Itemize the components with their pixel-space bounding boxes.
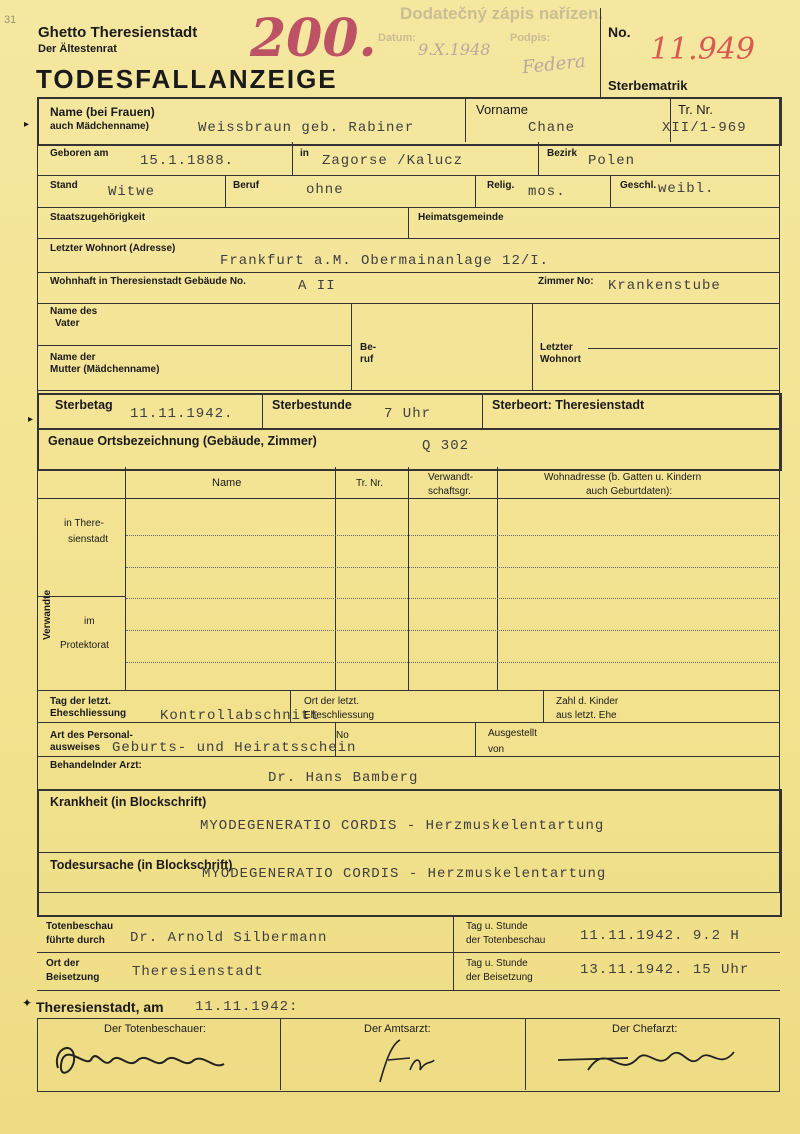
council-heading: Der Ältestenrat <box>38 43 117 55</box>
wohnort-value: Frankfurt a.M. Obermainanlage 12/I. <box>220 253 550 269</box>
margin-arrow-icon: ▸ <box>24 119 30 130</box>
beisetzung-tag-label: Tag u. Stunde <box>466 958 528 969</box>
staats-label: Staatszugehörigkeit <box>50 212 146 223</box>
ortsbezeichnung-label: Genaue Ortsbezeichnung (Gebäude, Zimmer) <box>48 434 317 448</box>
tag-ehe-label: Tag der letzt. <box>50 696 111 707</box>
im-label: im <box>84 616 95 627</box>
zimmer-label: Zimmer No: <box>538 276 594 287</box>
beisetzung-ort-label-2: Beisetzung <box>46 972 100 983</box>
divider <box>37 428 780 430</box>
rule-line <box>126 662 778 663</box>
divider <box>497 467 498 690</box>
col-wohnadresse-2: auch Geburtdaten): <box>586 486 673 497</box>
divider <box>408 207 409 238</box>
in-theresienstadt-label: in There- <box>64 518 104 529</box>
heimat-label: Heimatsgemeinde <box>418 212 504 223</box>
beschau-tag-label: Tag u. Stunde <box>466 921 528 932</box>
divider <box>37 238 780 239</box>
ausgestellt-label: Ausgestellt <box>488 728 537 739</box>
divider <box>37 852 780 853</box>
trnr-label: Tr. Nr. <box>678 102 713 117</box>
relig-label: Relig. <box>487 180 515 191</box>
mutter-label: Name der <box>50 352 96 363</box>
divider <box>465 99 466 142</box>
beisetzung-ort-label: Ort der <box>46 958 80 969</box>
divider <box>292 142 293 175</box>
sterbestunde-value: 7 Uhr <box>384 406 432 422</box>
col-trnr: Tr. Nr. <box>356 478 383 489</box>
divider <box>475 722 476 756</box>
sterbetag-label: Sterbetag <box>55 398 113 412</box>
sig-totenbeschauer-label: Der Totenbeschauer: <box>104 1023 206 1035</box>
verwandte-side-label: Verwandte <box>42 589 53 640</box>
ausweis-no-label: No <box>336 730 349 741</box>
totenbeschau-label-2: führte durch <box>46 935 105 946</box>
eltern-wohnort-label-2: Wohnort <box>540 354 581 365</box>
todesursache-value: MYODEGENERATIO CORDIS - Herzmuskelentartung <box>202 866 607 882</box>
divider <box>37 990 780 991</box>
stamp-datum-label: Datum: <box>378 32 416 44</box>
vorname-label: Vorname <box>476 102 529 117</box>
relig-value: mos. <box>528 184 566 200</box>
ort-ehe-label-2: Eheschliessung <box>304 710 375 721</box>
rule-line <box>126 567 778 568</box>
krankheit-label: Krankheit (in Blockschrift) <box>50 795 207 809</box>
geboren-label: Geboren am <box>50 148 109 159</box>
col-name: Name <box>212 477 242 489</box>
arzt-label: Behandelnder Arzt: <box>50 760 142 771</box>
beisetzung-tag-label-2: der Beisetzung <box>466 972 533 983</box>
divider <box>37 756 780 757</box>
stand-value: Witwe <box>108 184 156 200</box>
divider <box>37 390 780 391</box>
page-title: TODESFALLANZEIGE <box>36 64 338 94</box>
geboren-value: 15.1.1888. <box>140 153 235 169</box>
arzt-value: Dr. Hans Bamberg <box>268 770 419 786</box>
stamp-podpis-label: Podpis: <box>510 32 551 44</box>
rule-line <box>126 535 778 536</box>
margin-arrow-icon: ✦ <box>22 996 33 1010</box>
divider <box>532 303 533 390</box>
matrik-label: Sterbematrik <box>608 78 688 93</box>
vater-label: Name des <box>50 306 98 317</box>
rule-line <box>126 630 778 631</box>
wohnort-label: Letzter Wohnort (Adresse) <box>50 243 176 254</box>
vorname-value: Chane <box>528 120 576 136</box>
divider <box>37 690 780 691</box>
no-value: 11.949 <box>650 32 755 67</box>
place-label: Theresienstadt, am <box>36 999 164 1015</box>
divider <box>37 722 780 723</box>
name-label: Name (bei Frauen) <box>50 105 155 119</box>
sig-amtsarzt-label: Der Amtsarzt: <box>364 1023 431 1035</box>
death-section <box>37 393 782 471</box>
divider <box>351 303 352 390</box>
protektorat-label: Protektorat <box>60 640 109 651</box>
beisetzung-ort-value: Theresienstadt <box>132 964 264 980</box>
totenbeschau-value: Dr. Arnold Silbermann <box>130 930 328 946</box>
in-value: Zagorse /Kalucz <box>322 153 464 169</box>
divider <box>453 915 454 990</box>
place-value: 11.11.1942: <box>195 999 299 1015</box>
ausweis-label-2: ausweises <box>50 742 101 753</box>
margin-arrow-icon: ▸ <box>28 414 34 425</box>
header-divider <box>600 8 601 98</box>
mutter-label-2: Mutter (Mädchenname) <box>50 364 160 375</box>
divider <box>408 467 409 690</box>
divider <box>37 345 352 346</box>
in-theresienstadt-label-2: sienstadt <box>68 534 109 545</box>
divider <box>225 175 226 207</box>
divider <box>37 303 780 304</box>
stamp-datum-value: 9.X.1948 <box>418 40 491 59</box>
stamp-line: Dodatečný zápis nařízen. <box>400 4 604 23</box>
corner-mark: 31 <box>4 14 17 26</box>
divider <box>280 1018 281 1090</box>
divider <box>475 175 476 207</box>
beisetzung-tag-value: 13.11.1942. 15 Uhr <box>580 962 750 978</box>
name-value: Weissbraun geb. Rabiner <box>198 120 415 136</box>
col-wohnadresse: Wohnadresse (b. Gatten u. Kindern <box>544 472 702 483</box>
tag-ehe-label-2: Eheschliessung <box>50 708 127 719</box>
col-verwandtschaft: Verwandt- <box>428 472 474 483</box>
gebaeude-value: A II <box>298 278 336 294</box>
sterbestunde-label: Sterbestunde <box>272 398 352 412</box>
stamp-podpis-value: Federa <box>521 50 587 79</box>
ort-ehe-label: Ort der letzt. <box>304 696 360 707</box>
beruf-value: ohne <box>306 182 344 198</box>
vater-label-2: Vater <box>55 318 80 329</box>
geschl-value: weibl. <box>658 181 715 197</box>
divider <box>335 467 336 690</box>
divider <box>37 175 780 176</box>
eltern-beruf-label-2: ruf <box>360 354 374 365</box>
zahl-kinder-label: Zahl d. Kinder <box>556 696 619 707</box>
divider <box>543 690 544 722</box>
divider <box>482 395 483 428</box>
divider <box>610 175 611 207</box>
beschau-tag-label-2: der Totenbeschau <box>466 935 546 946</box>
eltern-beruf-label: Be- <box>360 342 377 353</box>
divider <box>125 467 126 690</box>
divider <box>588 348 778 349</box>
beruf-label: Beruf <box>233 180 260 191</box>
ausweis-value: Geburts- und Heiratsschein <box>112 740 357 756</box>
name-label-2: auch Mädchenname) <box>50 121 149 132</box>
bezirk-value: Polen <box>588 153 636 169</box>
sterbetag-value: 11.11.1942. <box>130 406 234 422</box>
divider <box>37 952 780 953</box>
trnr-value: XII/1-969 <box>662 120 747 136</box>
signature-chefarzt <box>548 1030 758 1088</box>
rule-line <box>126 598 778 599</box>
beschau-tag-value: 11.11.1942. 9.2 H <box>580 928 740 944</box>
signature-totenbeschauer <box>48 1030 238 1088</box>
col-verwandtschaft-2: schaftsgr. <box>428 486 471 497</box>
ausgestellt-label-2: von <box>488 744 505 755</box>
in-label: in <box>300 148 309 159</box>
todesursache-label: Todesursache (in Blockschrift) <box>50 858 233 872</box>
stamp-number: 200. <box>250 8 377 69</box>
zahl-kinder-label-2: aus letzt. Ehe <box>556 710 617 721</box>
no-label: No. <box>608 24 631 40</box>
divider <box>525 1018 526 1090</box>
sterbeort-label: Sterbeort: Theresienstadt <box>492 398 645 412</box>
totenbeschau-label: Totenbeschau <box>46 921 114 932</box>
signature-amtsarzt <box>370 1030 450 1088</box>
divider <box>262 395 263 428</box>
sig-chefarzt-label: Der Chefarzt: <box>612 1023 678 1035</box>
divider <box>538 142 539 175</box>
geschl-label: Geschl. <box>620 180 657 191</box>
gebaeude-label: Wohnhaft in Theresienstadt Gebäude No. <box>50 276 246 287</box>
bezirk-label: Bezirk <box>547 148 578 159</box>
eltern-wohnort-label: Letzter <box>540 342 573 353</box>
ortsbezeichnung-value: Q 302 <box>422 438 470 454</box>
krankheit-value: MYODEGENERATIO CORDIS - Herzmuskelentartung <box>200 818 605 834</box>
ghetto-heading: Ghetto Theresienstadt <box>38 24 198 41</box>
stand-label: Stand <box>50 180 78 191</box>
ausweis-label: Art des Personal- <box>50 730 133 741</box>
zimmer-value: Krankenstube <box>608 278 721 294</box>
tag-ehe-value: Kontrollabschnitt <box>160 708 320 724</box>
divider <box>37 272 780 273</box>
